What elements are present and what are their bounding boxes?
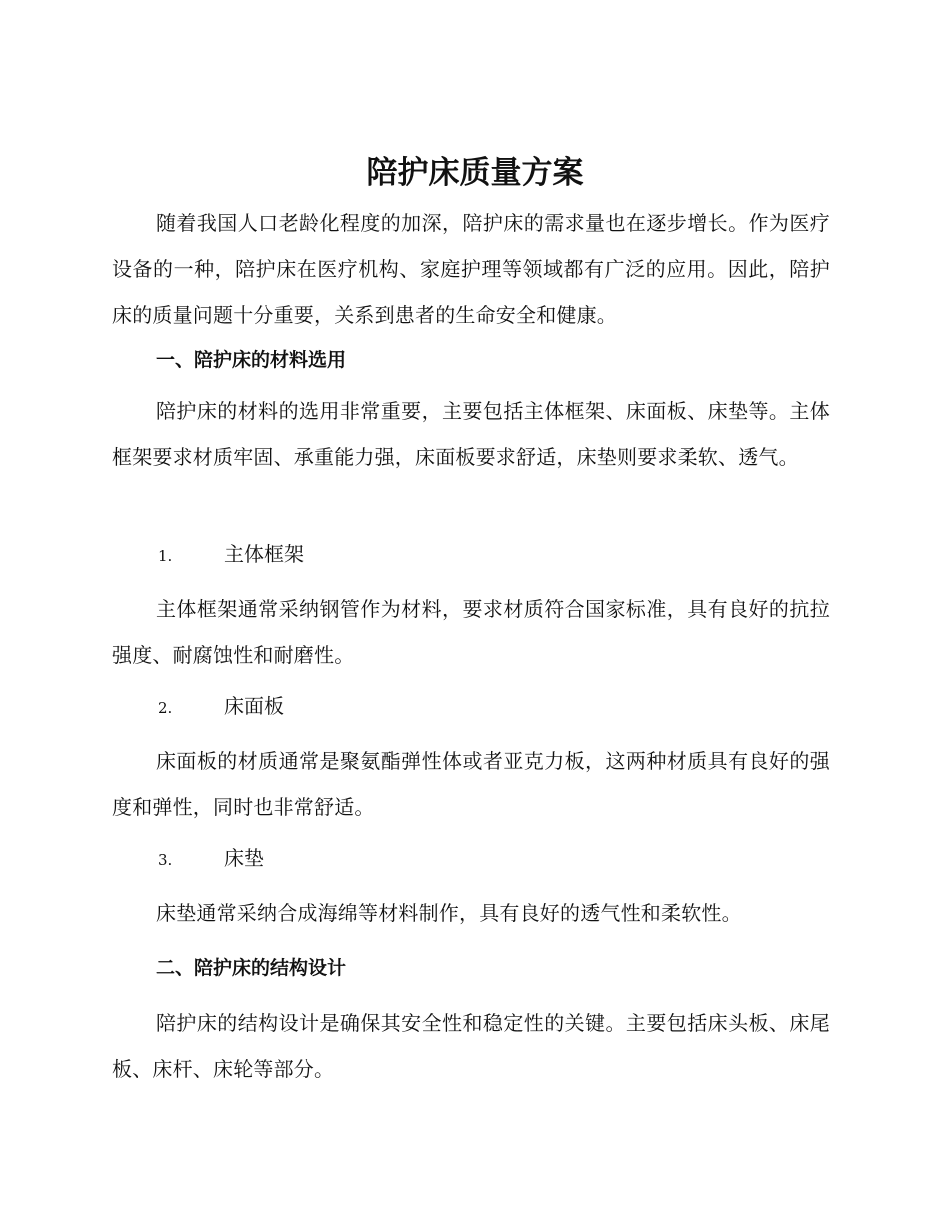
section-heading-structure: 二、陪护床的结构设计	[156, 957, 347, 979]
document-title: 陪护床质量方案	[366, 155, 584, 191]
list-item-bed-board	[158, 686, 818, 728]
list-item-frame	[158, 534, 818, 576]
list-number: 2.	[158, 699, 173, 717]
mattress-paragraph: 床垫通常采纳合成海绵等材料制作，具有良好的透气性和柔软性。	[156, 901, 742, 925]
list-label: 床垫	[224, 846, 264, 870]
list-number: 3.	[158, 851, 173, 869]
frame-paragraph: 主体框架通常采纳钢管作为材料，要求材质符合国家标准，具有良好的抗拉强度、耐腐蚀性和耐磨性。	[112, 597, 830, 667]
section-heading-materials: 一、陪护床的材料选用	[156, 349, 347, 371]
intro-paragraph: 随着我国人口老龄化程度的加深，陪护床的需求量也在逐步增长。作为医疗设备的一种，陪护床在医疗机构、家庭护理等领域都有广泛的应用。因此，陪护床的质量问题十分重要，关系到患者的生命安全和健康。	[112, 211, 830, 327]
list-number: 1.	[158, 547, 173, 565]
list-item-mattress	[158, 838, 818, 880]
structure-paragraph: 陪护床的结构设计是确保其安全性和稳定性的关键。主要包括床头板、床尾板、床杆、床轮等部分。	[112, 1011, 830, 1081]
materials-paragraph: 陪护床的材料的选用非常重要，主要包括主体框架、床面板、床垫等。主体框架要求材质牢固、承重能力强，床面板要求舒适，床垫则要求柔软、透气。	[112, 399, 830, 469]
list-label: 主体框架	[224, 542, 304, 566]
list-label: 床面板	[224, 694, 284, 718]
bed-board-paragraph: 床面板的材质通常是聚氨酯弹性体或者亚克力板，这两种材质具有良好的强度和弹性，同时也非常舒适。	[112, 749, 830, 819]
